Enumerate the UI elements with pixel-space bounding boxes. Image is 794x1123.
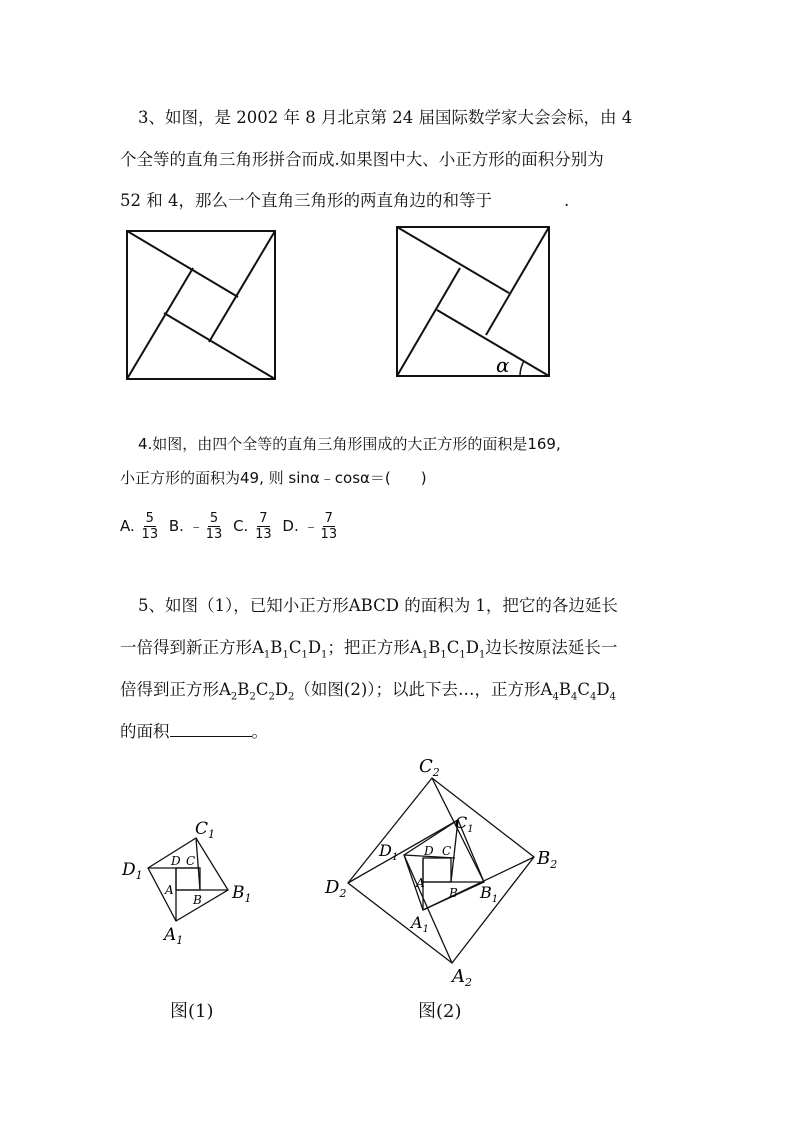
q5-line-4-end: 。 (251, 722, 268, 741)
option-b-label: B. (168, 517, 184, 535)
fig2-label-c2: $C_2$ (419, 756, 440, 779)
fig2-label-d1: $D_1$ (379, 841, 399, 863)
option-d-numerator: 7 (324, 511, 333, 526)
square-a4b4c4d4: $A_4B_4C_4D_4$ (540, 680, 616, 703)
fig1-label-d: D (171, 854, 181, 868)
q4-line-1: 4.如图，由四个全等的直角三角形围成的大正方形的面积是169, (138, 435, 561, 453)
fig2-label-c1: $C_1$ (455, 813, 474, 835)
q5-line-2-c: 边长按原法延长一 (485, 638, 618, 657)
option-c-denominator: 13 (255, 527, 272, 542)
q5-line-3-a: 倍得到正方形 (120, 680, 219, 699)
fig2-label-c: C (442, 844, 452, 858)
option-a-numerator: 5 (145, 511, 154, 526)
fig1-label-c1: $C_1$ (195, 819, 216, 841)
fig2-label-b1: $B_1$ (480, 883, 499, 905)
option-c-label: C. (233, 517, 249, 535)
fig2-label-a2: $A_2$ (452, 966, 472, 989)
q5-line-2-a: 一倍得到新正方形 (120, 638, 252, 657)
q3-line-2: 个全等的直角三角形拼合而成.如果图中大、小正方形的面积分别为 (120, 150, 604, 169)
q3-line-3-text: 52 和 4，那么一个直角三角形的两直角边的和等于 (120, 191, 492, 210)
figure-1-caption: 图(1) (170, 1001, 214, 1022)
fig1-label-d1: $D_1$ (122, 860, 143, 882)
option-a-denominator: 13 (141, 527, 159, 542)
square-a2b2c2d2: $A_2B_2C_2D_2$ (219, 680, 295, 703)
option-b-sign: ﹣ (188, 517, 204, 535)
fig2-label-d: D (424, 844, 434, 858)
q5-line-2-b: ；把正方形 (327, 638, 410, 657)
fig2-label-a1: $A_1$ (411, 913, 429, 935)
option-d-label: D. (282, 517, 299, 535)
option-a-label: A. (120, 517, 135, 535)
square-a1b1c1d1: $A_1B_1C_1D_1$ (252, 638, 328, 661)
square-a1b1c1d1-2: $A_1B_1C_1D_1$ (409, 638, 486, 661)
option-b-numerator: 5 (209, 511, 219, 526)
option-d-sign: ﹣ (303, 517, 319, 535)
q3-line-1: 3、如图，是 2002 年 8 月北京第 24 届国际数学家大会会标，由 4 (138, 108, 633, 127)
q5-line-4-a: 的面积 (120, 722, 170, 741)
fig1-label-b: B (193, 893, 202, 907)
fig2-label-d2: $D_2$ (325, 877, 347, 900)
fig1-label-b1: $B_1$ (232, 883, 252, 905)
option-c-numerator: 7 (259, 511, 268, 526)
q5-line-3-b: （如图(2)）；以此下去…，正方形 (294, 680, 541, 699)
q3-line-3-end: . (563, 191, 570, 210)
figure-2-caption: 图(2) (418, 1001, 462, 1022)
option-b-denominator: 13 (205, 527, 223, 542)
q4-line-2: 小正方形的面积为49, 则 sinα﹣cosα＝( ) (120, 469, 427, 487)
fig2-label-b2: $B_2$ (537, 848, 558, 871)
q5-line-1: 5、如图（1），已知小正方形ABCD 的面积为 1，把它的各边延长 (138, 596, 618, 615)
fig1-label-c: C (186, 854, 196, 868)
option-d-denominator: 13 (320, 527, 338, 542)
alpha-label: α (496, 353, 510, 377)
fig1-label-a1: $A_1$ (164, 925, 184, 947)
fig2-label-b: B (449, 886, 458, 900)
fig1-label-a: A (165, 883, 174, 897)
fig2-label-a: A (416, 876, 425, 890)
